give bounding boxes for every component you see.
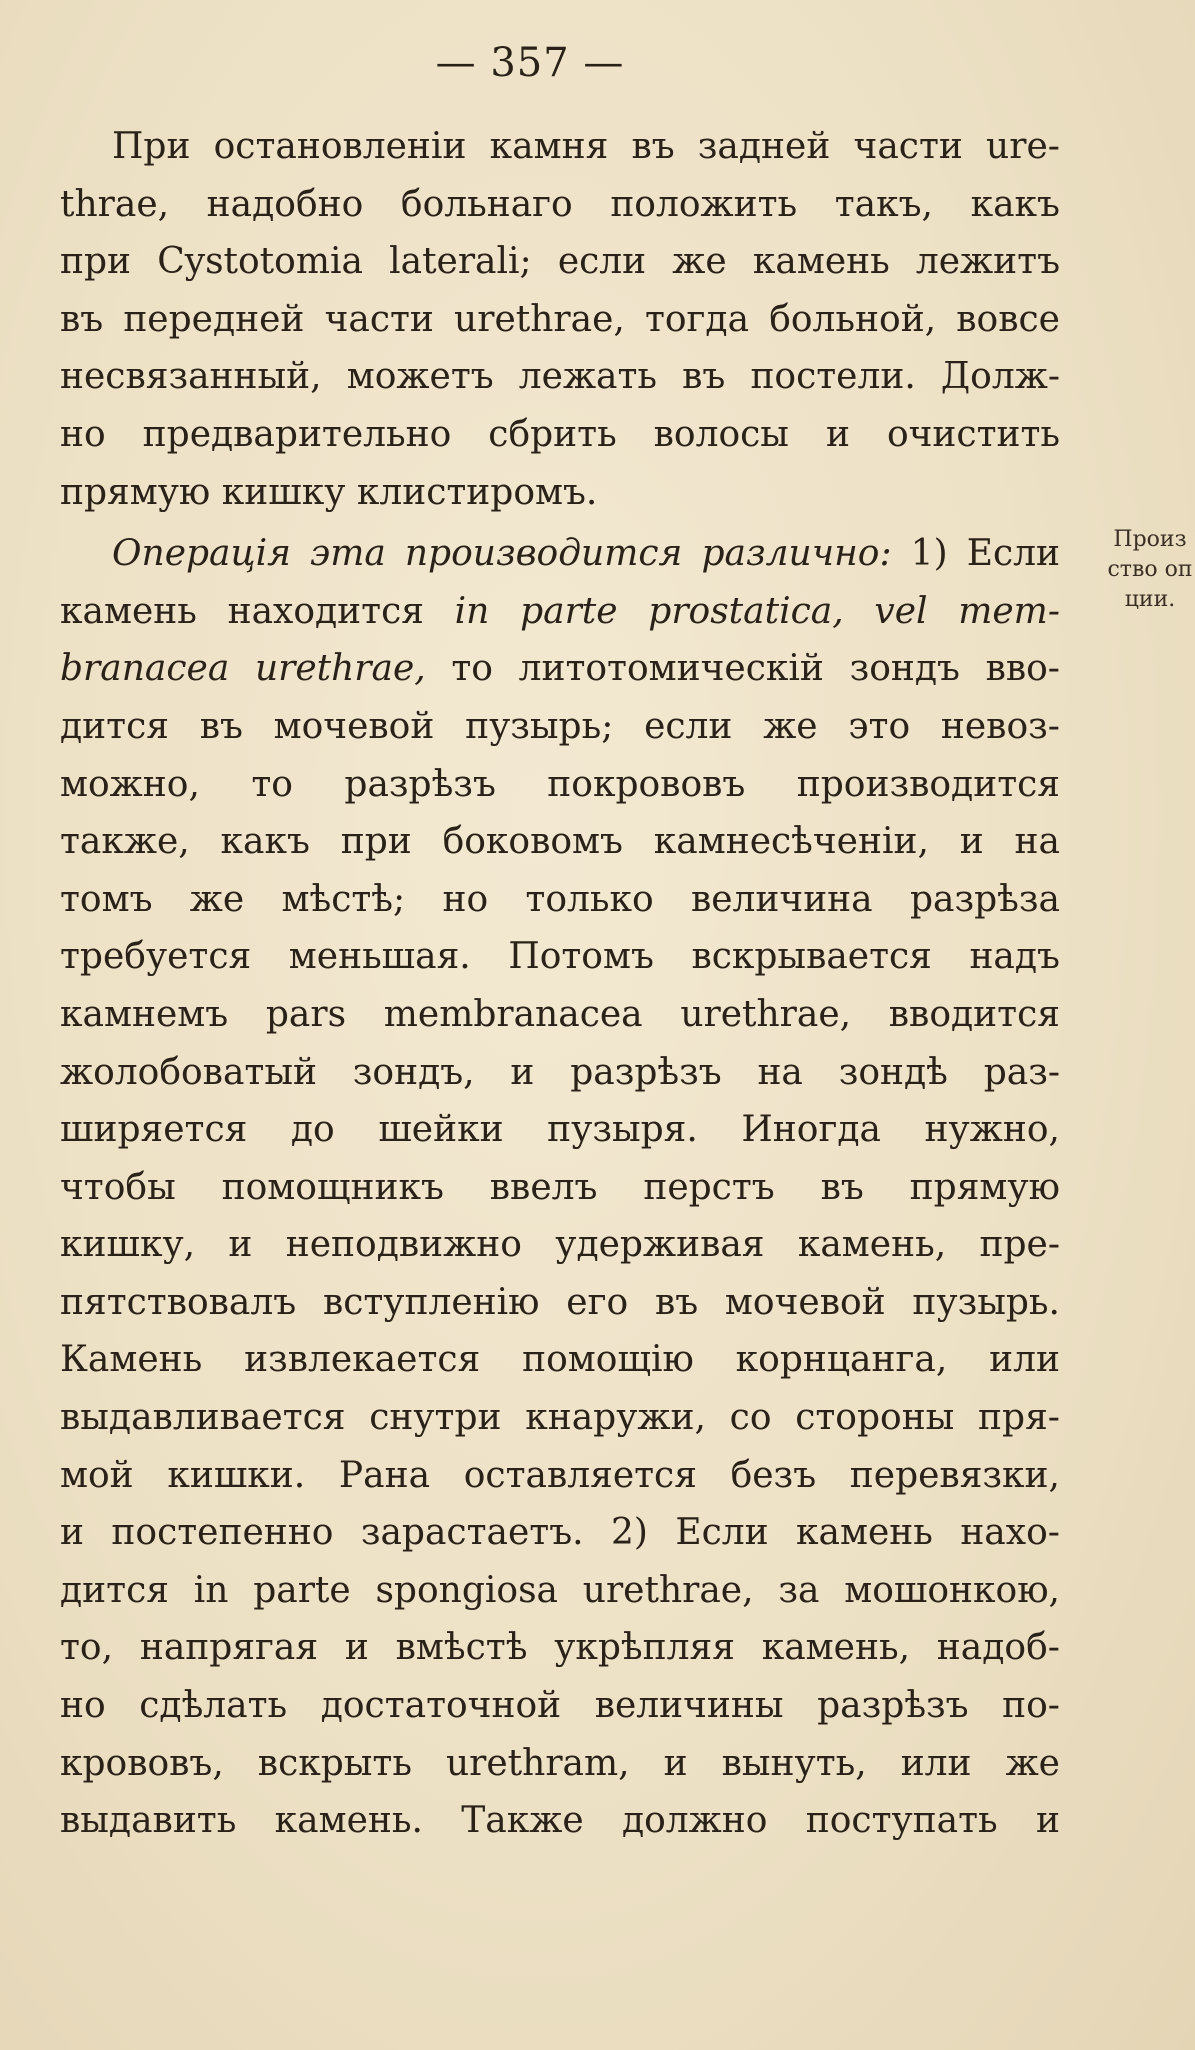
paragraph-2 (60, 525, 1060, 1850)
text-line: но предварительно сбрить волосы и очистить (60, 413, 1060, 455)
text-line: ширяется до шейки пузыря. Иногда нужно, (60, 1109, 1060, 1151)
page-number: — 357 — (435, 40, 625, 86)
text-line: Камень извлекается помощію корнцанга, или (60, 1339, 1060, 1381)
text-line: чтобы помощникъ ввелъ перстъ въ прямую (60, 1166, 1060, 1208)
text-line: Операція эта производится различно: 1) Если (112, 533, 1060, 575)
text-line: При остановленіи камня въ задней части ure- (112, 126, 1060, 167)
text-line: при Cystotomia laterali; если же камень лежитъ (60, 241, 1060, 283)
text-line: и постепенно зарастаетъ. 2) Если камень нахо- (60, 1512, 1060, 1554)
text-line: требуется меньшая. Потомъ вскрывается надъ (60, 936, 1060, 978)
text-line: можно, то разрѣзъ покрововъ производится (60, 763, 1060, 805)
text-line: прямую кишку клистиромъ. (60, 471, 598, 513)
margin-note-line: ции. (1124, 587, 1176, 612)
text-line: выдавливается снутри кнаружи, со стороны пря- (60, 1397, 1060, 1439)
text-line: thrae, надобно больнаго положить такъ, какъ (60, 183, 1060, 225)
text-line: крововъ, вскрыть urethram, и вынуть, или же (60, 1742, 1060, 1784)
text-line: камнемъ pars membranacea urethrae, вводится (60, 993, 1060, 1035)
text-line: также, какъ при боковомъ камнесѣченіи, и на (60, 821, 1060, 863)
text-line: кишку, и неподвижно удерживая камень, пре- (60, 1224, 1060, 1266)
text-line: несвязанный, можетъ лежать въ постели. Долж- (60, 356, 1060, 398)
text-line: branacea urethrae, то литотомическій зондъ вво- (60, 648, 1060, 690)
text-line: но сдѣлать достаточной величины разрѣзъ по- (60, 1685, 1060, 1727)
margin-note-line: ство оп (1107, 557, 1193, 582)
text-line: дится in parte spongiosa urethrae, за мошонкою, (60, 1569, 1060, 1611)
text-line: жолобоватый зондъ, и разрѣзъ на зондѣ раз- (60, 1051, 1060, 1093)
margin-note-line: Произ (1113, 527, 1187, 552)
text-line: въ передней части urethrae, тогда больной, вовсе (60, 298, 1060, 340)
text-line: томъ же мѣстѣ; но только величина разрѣза (60, 878, 1060, 920)
margin-note (1085, 525, 1195, 615)
paragraph-1 (60, 118, 1060, 521)
body-text (60, 118, 1060, 1850)
text-line: дится въ мочевой пузырь; если же это невоз- (60, 705, 1060, 747)
text-line: выдавить камень. Также должно поступать и (60, 1800, 1060, 1842)
text-line: мой кишки. Рана оставляется безъ перевязки, (60, 1454, 1060, 1496)
text-line: пятствовалъ вступленію его въ мочевой пузырь. (60, 1281, 1060, 1323)
text-line: камень находится in parte prostatica, vel mem- (60, 590, 1060, 632)
text-line: то, напрягая и вмѣстѣ укрѣпляя камень, надоб- (60, 1627, 1060, 1669)
